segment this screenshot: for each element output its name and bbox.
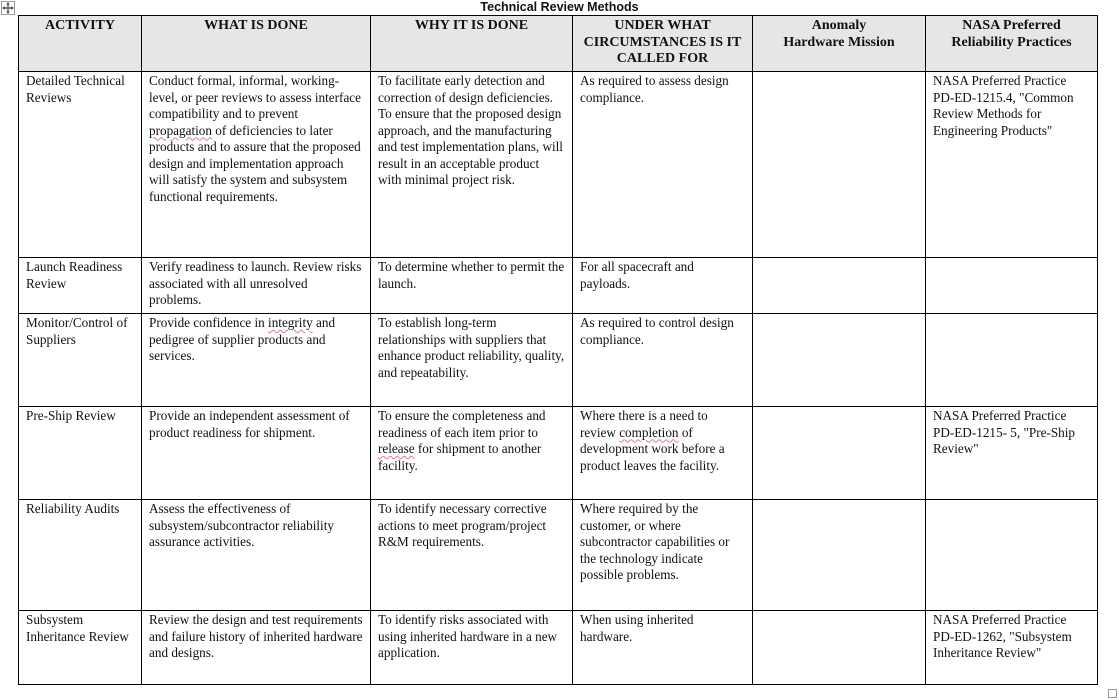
header-nasa-practices: NASA Preferred Reliability Practices (926, 16, 1098, 72)
cell-nasa-practice[interactable] (926, 314, 1098, 407)
cell-text: To ensure the completeness and readiness of each item prior to (378, 408, 546, 440)
cell-text: and pedigree of supplier products and services. (149, 315, 336, 363)
cell-activity[interactable]: Subsystem Inheritance Review (19, 611, 142, 685)
header-what-is-done: WHAT IS DONE (142, 16, 371, 72)
cell-anomaly[interactable] (753, 407, 926, 500)
technical-review-table (18, 15, 1098, 685)
cell-what-is-done[interactable]: Verify readiness to launch. Review risks associated with all unresolved problems. (142, 258, 371, 314)
cell-why-it-is-done[interactable]: To identify necessary corrective actions to meet program/project R&M requirements. (371, 500, 573, 611)
cell-nasa-practice[interactable] (926, 500, 1098, 611)
table-row (19, 407, 1098, 500)
cell-what-is-done[interactable]: Assess the effectiveness of subsystem/subcontractor reliability assurance activities. (142, 500, 371, 611)
cell-text: for shipment to another facility. (378, 441, 542, 473)
cell-nasa-practice[interactable]: NASA Preferred Practice PD-ED-1215.4, "Common Review Methods for Engineering Products" (926, 72, 1098, 258)
cell-what-is-done[interactable] (142, 314, 371, 407)
spelling-flag[interactable]: propagation (149, 122, 212, 138)
cell-why-it-is-done[interactable]: To establish long-term relationships with suppliers that enhance product reliability, quality, and repeatability. (371, 314, 573, 407)
cell-anomaly[interactable] (753, 500, 926, 611)
cell-anomaly[interactable] (753, 72, 926, 258)
cell-text: of development work before a product leaves the facility. (580, 424, 725, 473)
cell-why-it-is-done[interactable]: To identify risks associated with using inherited hardware in a new application. (371, 611, 573, 685)
table-row (19, 258, 1098, 314)
cell-circumstances[interactable]: Where required by the customer, or where subcontractor capabilities or the technology indicate possible problems. (573, 500, 753, 611)
table-row (19, 314, 1098, 407)
cell-activity[interactable]: Pre-Ship Review (19, 407, 142, 500)
cell-circumstances[interactable]: When using inherited hardware. (573, 611, 753, 685)
table-row (19, 72, 1098, 258)
cell-nasa-practice[interactable]: NASA Preferred Practice PD-ED-1215- 5, "Pre-Ship Review" (926, 407, 1098, 500)
cell-circumstances[interactable]: For all spacecraft and payloads. (573, 258, 753, 314)
spelling-flag[interactable]: completion (619, 424, 679, 440)
table-row (19, 500, 1098, 611)
cell-activity[interactable]: Detailed Technical Reviews (19, 72, 142, 258)
cell-circumstances[interactable] (573, 407, 753, 500)
table-resize-handle-icon[interactable] (1108, 689, 1117, 698)
cell-activity[interactable]: Launch Readiness Review (19, 258, 142, 314)
cell-text: Conduct formal, informal, working-level, or peer reviews to assess interface compatibility and to prevent (149, 73, 362, 121)
cell-activity[interactable]: Monitor/Control of Suppliers (19, 314, 142, 407)
cell-anomaly[interactable] (753, 611, 926, 685)
cell-why-it-is-done[interactable]: To determine whether to permit the launch. (371, 258, 573, 314)
cell-why-it-is-done[interactable]: To facilitate early detection and correction of design deficiencies. To ensure that the proposed design approach, and the manufacturing and test implementation plans, will result in an acceptable product with minimal project risk. (371, 72, 573, 258)
cell-anomaly[interactable] (753, 314, 926, 407)
cell-text: Provide confidence in (149, 315, 269, 330)
cell-text: of deficiencies to later products and to assure that the proposed design and implementation approach will satisfy the system and subsystem functional requirements. (149, 122, 361, 204)
cell-what-is-done[interactable]: Provide an independent assessment of product readiness for shipment. (142, 407, 371, 500)
cell-anomaly[interactable] (753, 258, 926, 314)
cell-nasa-practice[interactable] (926, 258, 1098, 314)
spelling-flag[interactable]: release (378, 441, 415, 456)
header-circumstances: UNDER WHAT CIRCUMSTANCES IS IT CALLED FOR (573, 16, 753, 72)
header-anomaly-hardware-mission: Anomaly Hardware Mission (753, 16, 926, 72)
cell-activity[interactable]: Reliability Audits (19, 500, 142, 611)
cell-what-is-done[interactable]: Review the design and test requirements and failure history of inherited hardware and designs. (142, 611, 371, 685)
header-why-it-is-done: WHY IT IS DONE (371, 16, 573, 72)
table-caption: Technical Review Methods (480, 0, 639, 14)
spelling-flag[interactable]: integrity (268, 315, 313, 330)
cell-nasa-practice[interactable]: NASA Preferred Practice PD-ED-1262, "Subsystem Inheritance Review" (926, 611, 1098, 685)
header-activity: ACTIVITY (19, 16, 142, 72)
cell-circumstances[interactable]: As required to assess design compliance. (573, 72, 753, 258)
cell-text: Where there is a need to review (580, 408, 708, 440)
cell-why-it-is-done[interactable] (371, 407, 573, 500)
table-row (19, 611, 1098, 685)
header-row (19, 16, 1098, 72)
cell-what-is-done[interactable] (142, 72, 371, 258)
cell-circumstances[interactable]: As required to control design compliance. (573, 314, 753, 407)
